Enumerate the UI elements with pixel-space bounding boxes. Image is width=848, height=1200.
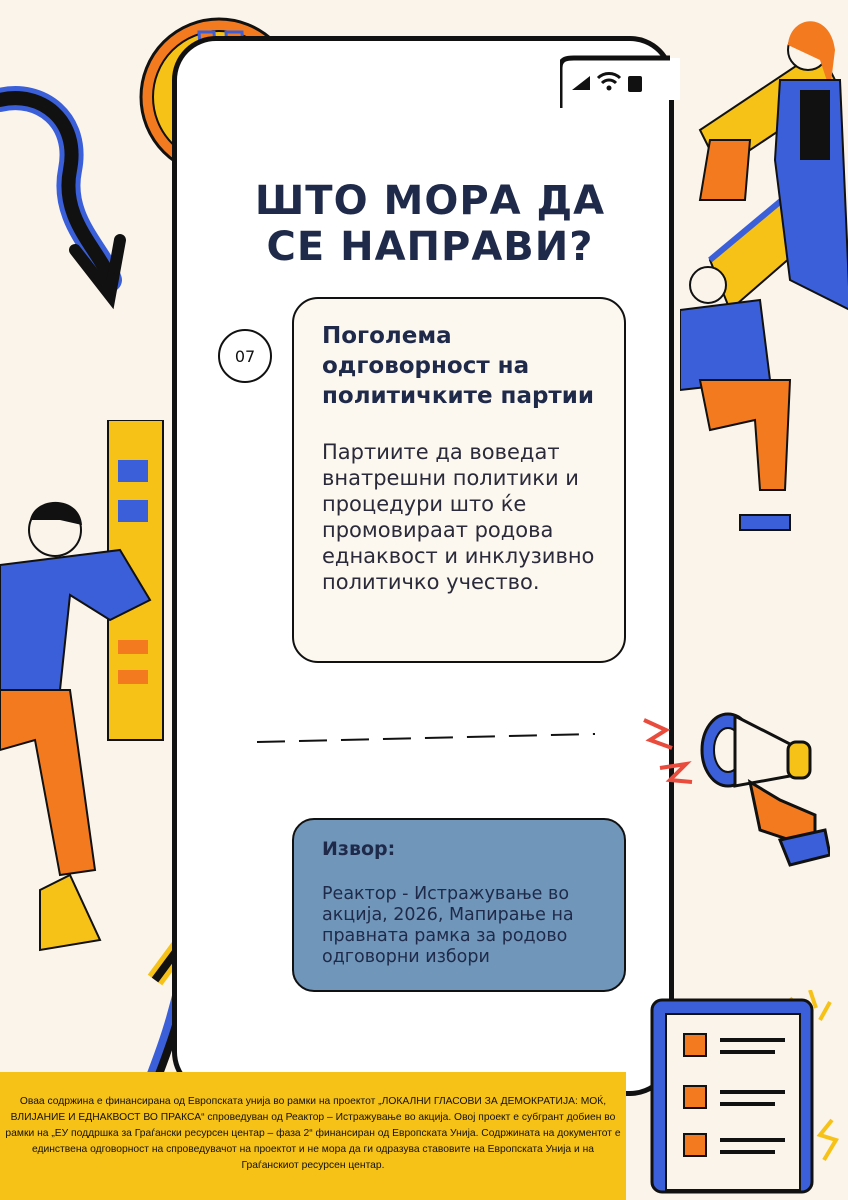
megaphone-icon	[640, 690, 830, 870]
source-box	[292, 818, 626, 992]
title-line-1: ШТО МОРА ДА	[254, 178, 606, 224]
item-number-badge: 07	[218, 329, 272, 383]
title-line-2: СЕ НАПРАВИ?	[266, 224, 594, 270]
checklist-icon	[640, 990, 840, 1200]
people-climbing-illustration	[680, 10, 848, 550]
recommendation-card	[292, 297, 626, 663]
recommendation-body: Партиите да воведат внатрешни политики и процедури што ќе промовираат родова еднаквост и инклузивно политичко учество.	[322, 440, 595, 594]
dashed-divider	[255, 730, 605, 750]
funding-disclaimer: Оваа содржина е финансирана од Европската унија во рамки на проектот „ЛОКАЛНИ ГЛАСОВИ ЗА ДЕМОКРАТИЈА: МОЌ, ВЛИЈАНИЕ И ЕДНАКВОСТ ВО ПРАКСА“ спроведуван од Реактор – Истражување во акција. Овој проект е субгрант добиен во рамки на „ЕУ поддршка за Граѓански ресурсен центар – фаза 2“ финансиран од Европската Унија. Содржината на документот е единствена одговорност на спроведувачот на проектот и не мора да ги одразува ставовите на Европската Унија и на Граѓанскиот ресурсен центар.	[0, 1072, 626, 1200]
source-text: Реактор - Истражување во акција, 2026, Мапирање на правната рамка за родово одговорни избори	[322, 884, 574, 967]
woman-board-illustration	[0, 420, 170, 980]
recommendation-heading: Поголема одговорност на политичките партии	[322, 323, 594, 409]
source-label: Извор:	[322, 838, 396, 860]
status-bar-icons	[560, 48, 670, 108]
swirl-arrow-illustration	[0, 80, 130, 340]
page-title	[230, 178, 630, 270]
